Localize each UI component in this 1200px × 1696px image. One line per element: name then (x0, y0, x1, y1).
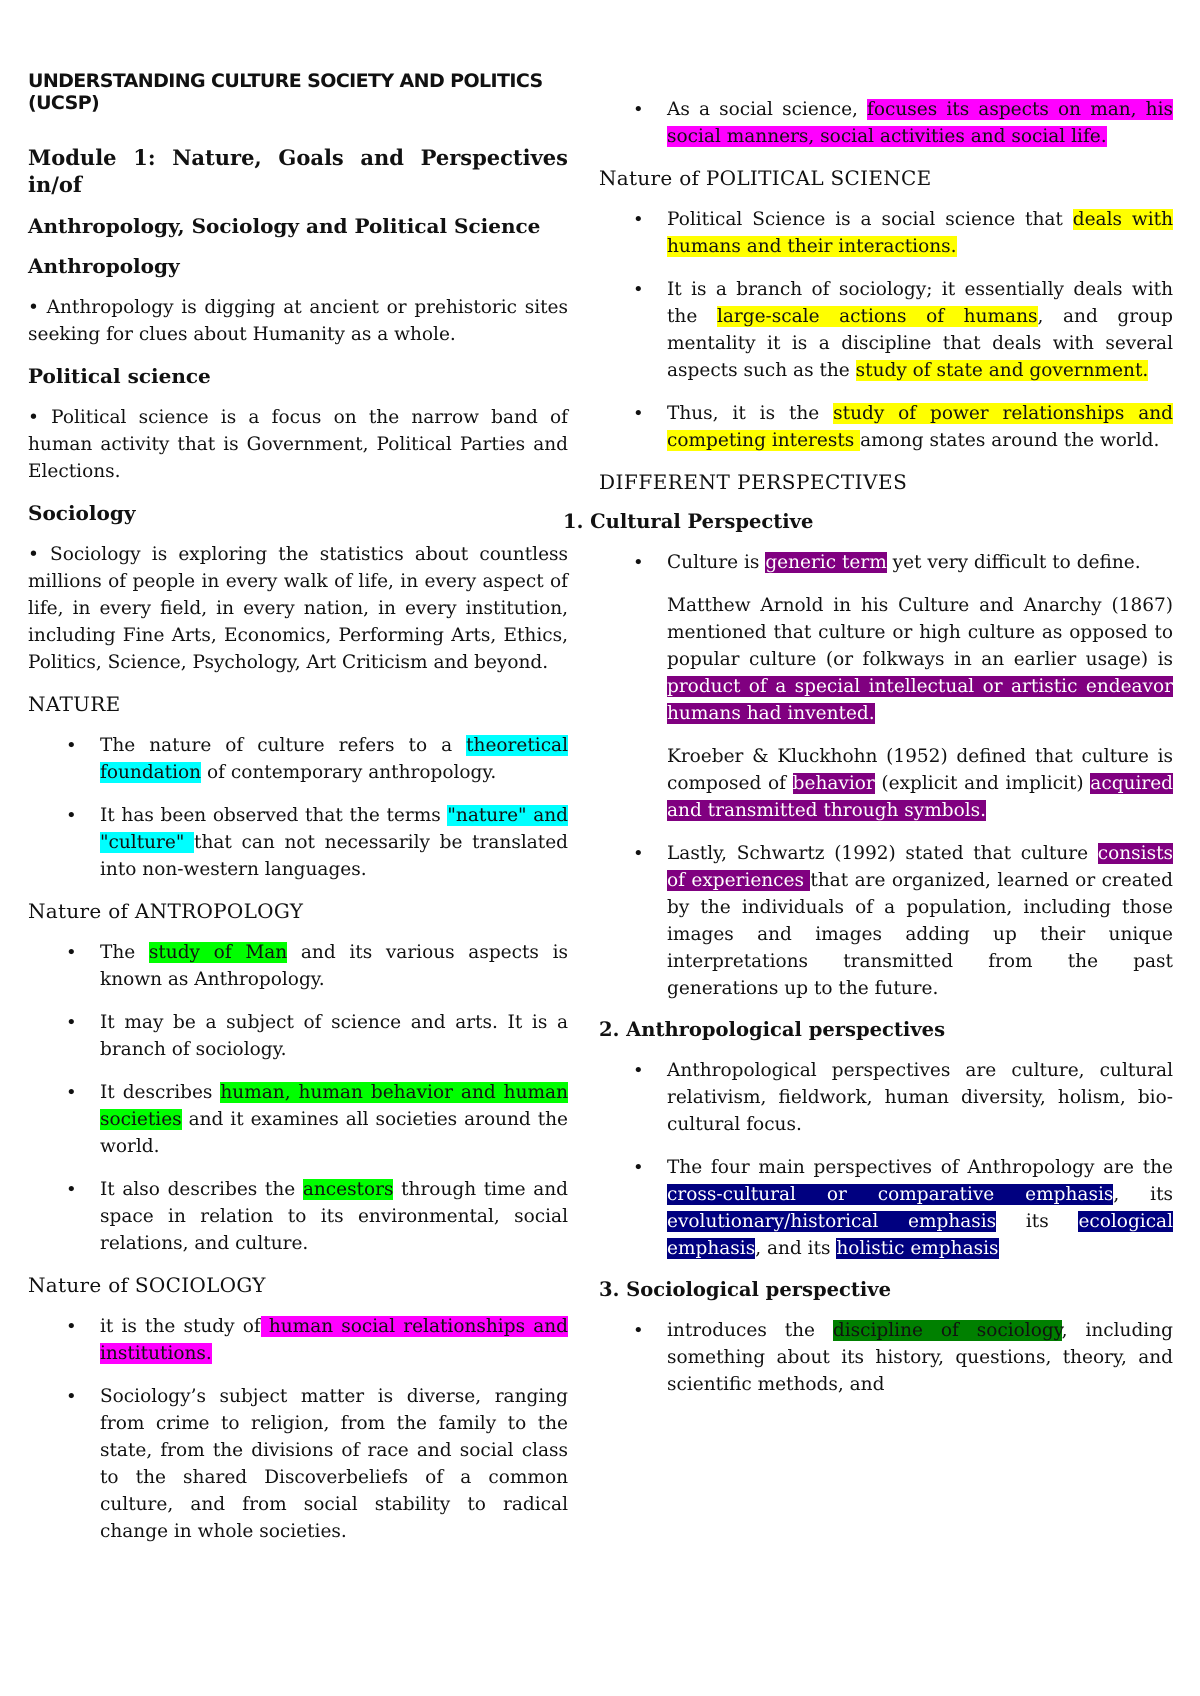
list-item: • The four main perspectives of Anthropology are the cross-cultural or comparative emphasis, its evolutionary/historical emphasis its ecological emphasis, and its holistic emphasis (667, 1154, 1173, 1262)
highlight: generic term (765, 552, 887, 573)
nature-sociology-list (28, 1313, 568, 1545)
highlight: cross-cultural or comparative emphasis (667, 1184, 1114, 1205)
nature-anthropology-list (28, 939, 568, 1257)
highlight: deals with humans and their interactions. (667, 209, 1173, 257)
nature-political-science-heading: Nature of POLITICAL SCIENCE (599, 166, 932, 190)
highlight: study of Man (148, 942, 288, 963)
list-item: • The study of Man and its various aspects is known as Anthropology. (100, 939, 568, 993)
anthropology-heading: Anthropology (28, 254, 180, 278)
highlight: ancestors (302, 1179, 394, 1200)
political-science-text: • Political science is a focus on the narrow band of human activity that is Government, Political Parties and Elections. (28, 407, 568, 482)
kroeber-paragraph: Kroeber & Kluckhohn (1952) defined that culture is composed of behavior (explicit and implicit) acquired and transmitted through symbols. (667, 746, 1173, 821)
subtitle: Anthropology, Sociology and Political Science (28, 214, 541, 238)
sociology-heading: Sociology (28, 501, 136, 525)
highlight: focuses its aspects on man, his social manners, social activities and social life. (667, 99, 1173, 147)
highlight: human social relationships and institutions. (100, 1316, 568, 1364)
highlight: study of power relationships and competing interests (667, 403, 1173, 451)
highlight: behavior (792, 773, 875, 794)
highlight: theoretical foundation (100, 735, 568, 783)
arnold-paragraph: Matthew Arnold in his Culture and Anarchy (1867) mentioned that culture or high culture as opposed to popular culture (or folkways in an earlier usage) is product of a special intellectual or artistic endeavor humans had invented. (667, 595, 1173, 724)
cultural-perspective-list-2 (633, 840, 1173, 1002)
left-column (28, 70, 568, 1561)
highlight: evolutionary/historical emphasis (667, 1211, 997, 1232)
list-item: • Political Science is a social science that deals with humans and their interactions. (667, 206, 1173, 260)
list-item: • Sociology’s subject matter is diverse, ranging from crime to religion, from the family to the state, from the divisions of race and social class to the shared Discoverbeliefs of a common culture, and from social stability to radical change in whole societies. (100, 1383, 568, 1545)
highlight: large-scale actions of humans (716, 306, 1038, 327)
nature-heading: NATURE (28, 692, 121, 716)
anthropological-perspectives-list (633, 1057, 1173, 1262)
different-perspectives-heading: DIFFERENT PERSPECTIVES (599, 470, 908, 494)
list-item: • it is the study of human social relationships and institutions. (100, 1313, 568, 1367)
list-item: • It may be a subject of science and arts. It is a branch of sociology. (100, 1009, 568, 1063)
sociological-perspective-list (633, 1317, 1173, 1398)
document-header: UNDERSTANDING CULTURE SOCIETY AND POLITICS (UCSP) (28, 70, 543, 114)
highlight: discipline of sociology (832, 1320, 1062, 1341)
highlight: ecological emphasis (667, 1211, 1174, 1259)
cultural-perspective-list (633, 549, 1173, 576)
highlight: holistic emphasis (836, 1238, 999, 1259)
cultural-perspective-heading: 1. Cultural Perspective (563, 510, 814, 533)
sociological-perspective-heading: 3. Sociological perspective (599, 1278, 892, 1301)
anthropological-perspectives-heading: 2. Anthropological perspectives (599, 1018, 946, 1041)
list-item: • Thus, it is the study of power relationships and competing interests among states around the world. (667, 400, 1173, 454)
anthropology-text: • Anthropology is digging at ancient or prehistoric sites seeking for clues about Humanity as a whole. (28, 297, 568, 345)
list-item: • It also describes the ancestors through time and space in relation to its environmental, social relations, and culture. (100, 1176, 568, 1257)
list-item: • Culture is generic term yet very difficult to define. (667, 549, 1173, 576)
list-item: • It describes human, human behavior and human societies and it examines all societies around the world. (100, 1079, 568, 1160)
nature-sociology-heading: Nature of SOCIOLOGY (28, 1273, 266, 1297)
nature-anthropology-heading: Nature of ANTROPOLOGY (28, 899, 304, 923)
right-column (563, 96, 1174, 1414)
list-item: • The nature of culture refers to a theoretical foundation of contemporary anthropology. (100, 732, 568, 786)
sociology-text: • Sociology is exploring the statistics about countless millions of people in every walk of life, in every aspect of life, in every field, in every nation, in every institution, including Fine Arts, Economics, Performing Arts, Ethics, Politics, Science, Psychology, Art Criticism and beyond. (28, 544, 568, 673)
nature-list (28, 732, 568, 883)
list-item: • It is a branch of sociology; it essentially deals with the large-scale actions of humans, and group mentality it is a discipline that deals with several aspects such as the study of state and government. (667, 276, 1173, 384)
list-item: • Lastly, Schwartz (1992) stated that culture consists of experiences that are organized, learned or created by the individuals of a population, including those images and images adding up their unique interpretations transmitted from the past generations up to the future. (667, 840, 1173, 1002)
list-item: • As a social science, focuses its aspects on man, his social manners, social activities and social life. (667, 96, 1173, 150)
module-title: Module 1: Nature, Goals and Perspectives in/of (28, 145, 568, 197)
list-item: • It has been observed that the terms "nature" and "culture" that can not necessarily be translated into non-western languages. (100, 802, 568, 883)
nature-political-science-list (633, 206, 1173, 454)
nature-sociology-list-continued (633, 96, 1173, 150)
highlight: acquired and transmitted through symbols. (667, 773, 1173, 821)
highlight: product of a special intellectual or artistic endeavor humans had invented. (667, 676, 1173, 724)
highlight: human, human behavior and human societies (100, 1082, 568, 1130)
highlight: consists of experiences (667, 843, 1173, 891)
list-item: • introduces the discipline of sociology, including something about its history, questions, theory, and scientific methods, and (667, 1317, 1173, 1398)
highlight: study of state and government. (855, 360, 1149, 381)
list-item: • Anthropological perspectives are culture, cultural relativism, fieldwork, human diversity, holism, bio-cultural focus. (667, 1057, 1173, 1138)
political-science-heading: Political science (28, 364, 211, 388)
highlight: "nature" and "culture" (100, 805, 568, 853)
